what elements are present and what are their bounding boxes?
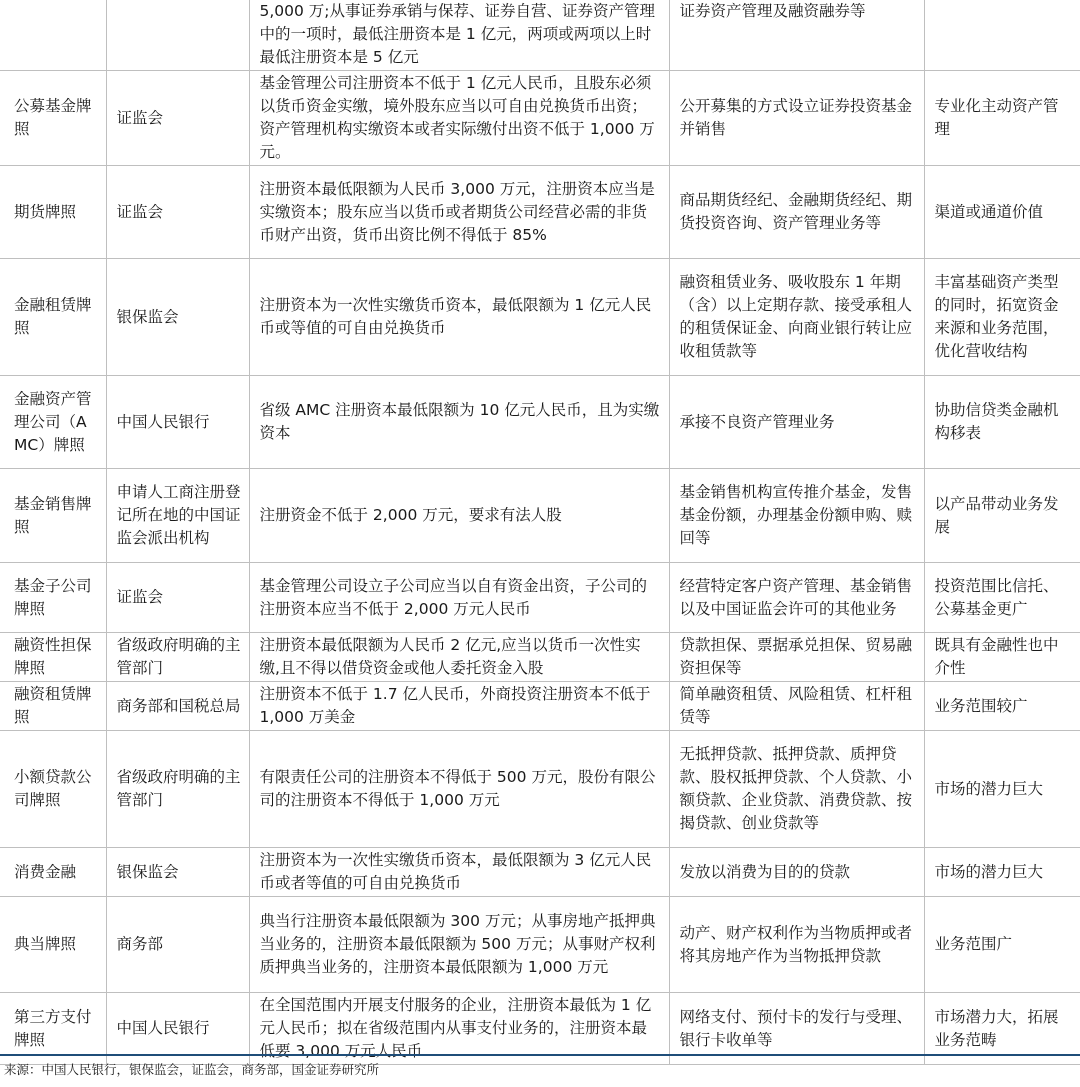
capital-requirement-cell: 注册资本最低限额为人民币 3,000 万元，注册资本应当是实缴资本；股东应当以货币或者期货公司经营必需的非货币财产出资，货币出资比例不得低于 85% xyxy=(249,166,669,259)
business-scope-cell: 证券资产管理及融资融券等 xyxy=(669,0,924,71)
value-cell: 专业化主动资产管理 xyxy=(924,71,1080,166)
table-row xyxy=(0,682,1080,731)
regulator-cell: 省级政府明确的主管部门 xyxy=(106,633,249,682)
table-row xyxy=(0,376,1080,469)
value-cell: 协助信贷类金融机构移表 xyxy=(924,376,1080,469)
business-scope-cell: 贷款担保、票据承兑担保、贸易融资担保等 xyxy=(669,633,924,682)
table-row xyxy=(0,259,1080,376)
regulator-cell: 省级政府明确的主管部门 xyxy=(106,731,249,848)
value-cell xyxy=(924,0,1080,71)
regulator-cell: 银保监会 xyxy=(106,848,249,897)
regulator-cell: 证监会 xyxy=(106,71,249,166)
license-type-cell xyxy=(0,0,106,71)
table-row xyxy=(0,469,1080,563)
table-row xyxy=(0,633,1080,682)
regulator-cell xyxy=(106,0,249,71)
capital-requirement-cell: 典当行注册资本最低限额为 300 万元；从事房地产抵押典当业务的，注册资本最低限额为 500 万元；从事财产权利质押典当业务的，注册资本最低限额为 1,000 万元 xyxy=(249,897,669,993)
business-scope-cell: 商品期货经纪、金融期货经纪、期货投资咨询、资产管理业务等 xyxy=(669,166,924,259)
capital-requirement-cell: 省级 AMC 注册资本最低限额为 10 亿元人民币，且为实缴资本 xyxy=(249,376,669,469)
value-cell: 渠道或通道价值 xyxy=(924,166,1080,259)
value-cell: 市场潜力大，拓展业务范畴 xyxy=(924,993,1080,1065)
license-type-cell: 金融租赁牌照 xyxy=(0,259,106,376)
value-cell: 市场的潜力巨大 xyxy=(924,848,1080,897)
regulator-cell: 证监会 xyxy=(106,166,249,259)
license-type-cell: 公募基金牌照 xyxy=(0,71,106,166)
capital-requirement-cell: 基金管理公司设立子公司应当以自有资金出资，子公司的注册资本应当不低于 2,000 万元人民币 xyxy=(249,563,669,633)
capital-requirement-cell: 注册资本最低限额为人民币 2 亿元,应当以货币一次性实缴,且不得以借贷资金或他人委托资金入股 xyxy=(249,633,669,682)
regulator-cell: 申请人工商注册登记所在地的中国证监会派出机构 xyxy=(106,469,249,563)
capital-requirement-cell: 注册资金不低于 2,000 万元，要求有法人股 xyxy=(249,469,669,563)
capital-requirement-cell: 注册资本不低于 1.7 亿人民币，外商投资注册资本不低于 1,000 万美金 xyxy=(249,682,669,731)
business-scope-cell: 承接不良资产管理业务 xyxy=(669,376,924,469)
value-cell: 以产品带动业务发展 xyxy=(924,469,1080,563)
business-scope-cell: 发放以消费为目的的贷款 xyxy=(669,848,924,897)
license-type-cell: 融资性担保牌照 xyxy=(0,633,106,682)
license-type-cell: 融资租赁牌照 xyxy=(0,682,106,731)
capital-requirement-cell: 基金管理公司注册资本不低于 1 亿元人民币，且股东必须以货币资金实缴，境外股东应当以可自由兑换货币出资；资产管理机构实缴资本或者实际缴付出资不低于 1,000 万元。 xyxy=(249,71,669,166)
source-note: 来源：中国人民银行，银保监会，证监会，商务部，国金证券研究所 xyxy=(0,1054,1080,1084)
table-row xyxy=(0,0,1080,71)
regulator-cell: 证监会 xyxy=(106,563,249,633)
business-scope-cell: 基金销售机构宣传推介基金，发售基金份额，办理基金份额申购、赎回等 xyxy=(669,469,924,563)
regulator-cell: 中国人民银行 xyxy=(106,376,249,469)
capital-requirement-cell: 有限责任公司的注册资本不得低于 500 万元，股份有限公司的注册资本不得低于 1,000 万元 xyxy=(249,731,669,848)
table-row xyxy=(0,848,1080,897)
table-row xyxy=(0,563,1080,633)
table-row xyxy=(0,71,1080,166)
license-type-cell: 期货牌照 xyxy=(0,166,106,259)
license-type-cell: 小额贷款公司牌照 xyxy=(0,731,106,848)
value-cell: 市场的潜力巨大 xyxy=(924,731,1080,848)
table-row xyxy=(0,731,1080,848)
regulator-cell: 商务部 xyxy=(106,897,249,993)
value-cell: 业务范围广 xyxy=(924,897,1080,993)
capital-requirement-cell: 在全国范围内开展支付服务的企业，注册资本最低为 1 亿元人民币；拟在省级范围内从事支付业务的，注册资本最低要 3,000 万元人民币 xyxy=(249,993,669,1065)
value-cell: 业务范围较广 xyxy=(924,682,1080,731)
value-cell: 既具有金融性也中介性 xyxy=(924,633,1080,682)
business-scope-cell: 网络支付、预付卡的发行与受理、银行卡收单等 xyxy=(669,993,924,1065)
business-scope-cell: 无抵押贷款、抵押贷款、质押贷款、股权抵押贷款、个人贷款、小额贷款、企业贷款、消费贷款、按揭贷款、创业贷款等 xyxy=(669,731,924,848)
business-scope-cell: 简单融资租赁、风险租赁、杠杆租赁等 xyxy=(669,682,924,731)
capital-requirement-cell: 注册资本为一次性实缴货币资本，最低限额为 1 亿元人民币或等值的可自由兑换货币 xyxy=(249,259,669,376)
license-type-cell: 金融资产管理公司（AMC）牌照 xyxy=(0,376,106,469)
table-row xyxy=(0,897,1080,993)
license-type-cell: 第三方支付牌照 xyxy=(0,993,106,1065)
regulator-cell: 中国人民银行 xyxy=(106,993,249,1065)
value-cell: 投资范围比信托、公募基金更广 xyxy=(924,563,1080,633)
business-scope-cell: 经营特定客户资产管理、基金销售以及中国证监会许可的其他业务 xyxy=(669,563,924,633)
table-row xyxy=(0,166,1080,259)
license-type-cell: 典当牌照 xyxy=(0,897,106,993)
license-type-cell: 基金销售牌照 xyxy=(0,469,106,563)
business-scope-cell: 融资租赁业务、吸收股东 1 年期（含）以上定期存款、接受承租人的租赁保证金、向商业银行转让应收租赁款等 xyxy=(669,259,924,376)
business-scope-cell: 公开募集的方式设立证券投资基金并销售 xyxy=(669,71,924,166)
business-scope-cell: 动产、财产权利作为当物质押或者将其房地产作为当物抵押贷款 xyxy=(669,897,924,993)
value-cell: 丰富基础资产类型的同时，拓宽资金来源和业务范围，优化营收结构 xyxy=(924,259,1080,376)
regulator-cell: 商务部和国税总局 xyxy=(106,682,249,731)
license-type-cell: 消费金融 xyxy=(0,848,106,897)
capital-requirement-cell: 注册资本为一次性实缴货币资本，最低限额为 3 亿元人民币或者等值的可自由兑换货币 xyxy=(249,848,669,897)
license-type-cell: 基金子公司牌照 xyxy=(0,563,106,633)
regulator-cell: 银保监会 xyxy=(106,259,249,376)
capital-requirement-cell: 5,000 万;从事证券承销与保荐、证券自营、证券资产管理中的一项时，最低注册资本是 1 亿元，两项或两项以上时最低注册资本是 5 亿元 xyxy=(249,0,669,71)
